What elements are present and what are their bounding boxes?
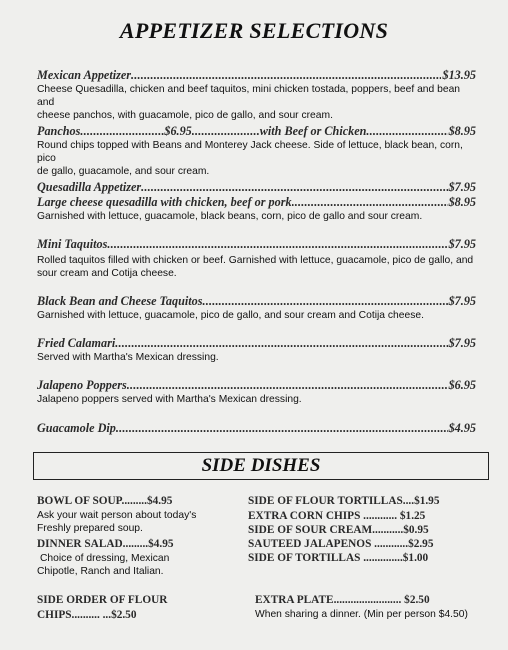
side-item-name: BOWL OF SOUP.........$4.95 [37,495,173,507]
item-leader-line [37,336,476,351]
item-variant-price: $8.95 [448,195,476,209]
item-name: Mini Taquitos [37,237,108,251]
item-price: $13.95 [442,68,476,82]
item-price: $4.95 [448,421,476,435]
leader-dots [107,237,447,252]
item-description: cheese panchos, with guacamole, pico de gallo, and sour cream. [37,110,333,121]
item-variant-name: Large cheese quesadilla with chicken, beef or pork [37,195,292,209]
side-item-name: DINNER SALAD.........$4.95 [37,538,174,550]
leader-dots [202,294,447,309]
side-item-name: CHIPS.......... ...$2.50 [37,609,137,621]
side-dishes-title: SIDE DISHES [201,455,321,476]
leader-dots [131,68,441,83]
side-item-extra-plate [255,593,468,621]
leader-dots [116,421,448,436]
page-title: APPETIZER SELECTIONS [119,18,389,43]
item-leader-line [37,124,476,139]
side-item-name: SIDE OF SOUR CREAM...........$0.95 [248,524,429,536]
side-item-name: SIDE OF FLOUR TORTILLAS....$1.95 [248,495,440,507]
item-description: Jalapeno poppers served with Martha's Mexican dressing. [37,394,302,405]
item-leader-line [37,378,476,393]
leader-dots [192,124,260,139]
item-leader-line [37,68,476,83]
item-name: Mexican Appetizer [37,68,131,82]
side-item-name: SIDE ORDER OF FLOUR [37,594,168,606]
item-description: Cheese Quesadilla, chicken and beef taquitos, mini chicken tostada, poppers, beef and bean and [37,84,461,108]
item-name: Black Bean and Cheese Taquitos [37,294,203,308]
item-description: Round chips topped with Beans and Monterey Jack cheese. Side of lettuce, black bean, corn, pico [37,140,463,164]
leader-dots [115,336,447,351]
menu-item-guacamole-dip [37,421,476,436]
side-item-bowl-of-soup [37,494,196,535]
item-price: $7.95 [448,294,476,308]
side-dishes-header [33,452,489,480]
side-item-note: Freshly prepared soup. [37,523,143,534]
item-name: Quesadilla Appetizer [37,180,142,194]
menu-item-black-bean-taquitos [37,294,476,322]
side-item-name: EXTRA CORN CHIPS ............ $1.25 [248,510,426,522]
side-item-dinner-salad [37,537,174,578]
menu-item-mexican-appetizer [37,68,476,122]
item-name: Fried Calamari [37,336,116,350]
menu-item-mini-taquitos [37,237,476,280]
side-item-sour-cream [248,523,429,538]
side-item-name: EXTRA PLATE........................ $2.50 [255,594,430,606]
item-leader-line [37,180,476,195]
item-name: Guacamole Dip [37,421,116,435]
menu-item-panchos [37,124,476,178]
side-item-note: When sharing a dinner. (Min per person $4.50) [255,609,468,620]
item-price: $6.95 [448,378,476,392]
side-item-name: SIDE OF TORTILLAS ..............$1.00 [248,552,429,564]
leader-dots [80,124,164,139]
item-description: de gallo, guacamole, and sour cream. [37,166,210,177]
item-price: $7.95 [448,336,476,350]
menu-item-jalapeno-poppers [37,378,476,406]
menu-item-fried-calamari [37,336,476,364]
side-item-flour-chips [37,593,167,623]
leader-dots [366,124,447,139]
side-item-note: Ask your wait person about today's [37,510,197,521]
item-description: Garnished with lettuce, guacamole, black beans, corn, pico de gallo and sour cream. [37,211,423,222]
item-price: $7.95 [448,237,476,251]
item-description: Served with Martha's Mexican dressing. [37,352,219,363]
side-item-name: SAUTEED JALAPENOS ............$2.95 [248,538,434,550]
leader-dots [127,378,448,393]
item-leader-line [37,237,476,252]
item-price: $6.95 [164,124,192,138]
side-item-note: Chipotle, Ranch and Italian. [37,566,164,577]
item-variant-name: with Beef or Chicken [259,124,367,138]
item-price: $7.95 [448,180,476,194]
item-description: Garnished with lettuce, guacamole, pico de gallo, and sour cream and Cotija cheese. [37,310,424,321]
item-name: Panchos [37,124,81,138]
side-item-sauteed-jalapenos [248,537,433,552]
leader-dots [292,195,448,210]
item-leader-line [37,421,476,436]
side-item-tortillas [248,551,428,566]
item-variant-price: $8.95 [448,124,476,138]
menu-item-quesadilla [37,180,476,223]
leader-dots [141,180,447,195]
side-item-corn-chips [248,509,425,524]
item-leader-line [37,195,476,210]
item-description: Rolled taquitos filled with chicken or beef. Garnished with lettuce, guacamole, pico de gallo, and [37,255,474,266]
item-description: sour cream and Cotija cheese. [37,268,177,279]
side-item-note: Choice of dressing, Mexican [40,553,170,564]
item-name: Jalapeno Poppers [37,378,127,392]
item-leader-line [37,294,476,309]
side-item-flour-tortillas [248,494,439,509]
